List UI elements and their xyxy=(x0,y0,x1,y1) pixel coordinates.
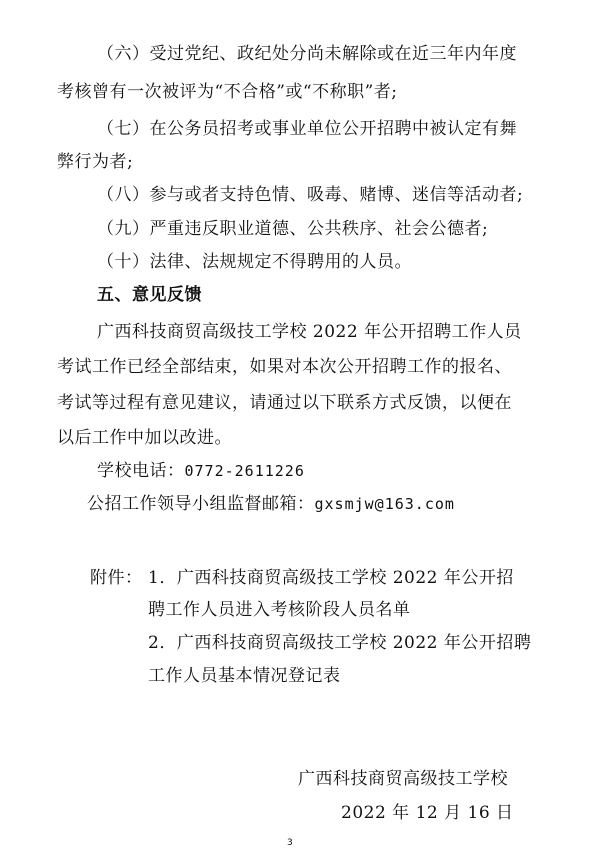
item-9: （九）严重违反职业道德、公共秩序、社会公德者; xyxy=(97,219,489,239)
attachment-2-line-2: 工作人员基本情况登记表 xyxy=(148,666,341,686)
attachment-1-line-2: 聘工作人员进入考核阶段人员名单 xyxy=(148,600,411,620)
email-line xyxy=(87,492,455,516)
attachment-1-line-1: 1．广西科技商贸高级技工学校 2022 年公开招 xyxy=(148,568,514,588)
item-8: （八）参与或者支持色情、吸毒、赌博、迷信等活动者; xyxy=(97,185,524,205)
section-body-line-3: 考试等过程有意见建议，请通过以下联系方式反馈，以便在 xyxy=(57,393,512,413)
page-number: 3 xyxy=(287,838,293,848)
phone-line xyxy=(97,459,305,483)
section-body-line-1: 广西科技商贸高级技工学校 2022 年公开招聘工作人员 xyxy=(97,322,522,342)
attachment-2-line-1: 2．广西科技商贸高级技工学校 2022 年公开招聘 xyxy=(148,633,532,653)
signature-date: 2022 年 12 月 16 日 xyxy=(341,803,514,823)
item-7-line-1: （七）在公务员招考或事业单位公开招聘中被认定有舞 xyxy=(97,119,517,139)
item-10: （十）法律、法规规定不得聘用的人员。 xyxy=(97,252,412,272)
phone-label: 学校电话： xyxy=(97,461,185,481)
item-7-line-2: 弊行为者; xyxy=(57,152,134,172)
email-value: gxsmjw@163.com xyxy=(314,495,455,513)
attachments-label: 附件： xyxy=(90,568,143,588)
item-6-line-2: 考核曾有一次被评为“不合格”或“不称职”者; xyxy=(57,82,398,102)
section-body-line-2: 考试工作已经全部结束，如果对本次公开招聘工作的报名、 xyxy=(57,357,512,377)
email-label: 公招工作领导小组监督邮箱： xyxy=(87,494,315,514)
phone-value: 0772-2611226 xyxy=(184,462,305,480)
signature-organization: 广西科技商贸高级技工学校 xyxy=(298,769,508,789)
section-body-line-4: 以后工作中加以改进。 xyxy=(57,428,232,448)
item-6-line-1: （六）受过党纪、政纪处分尚未解除或在近三年内年度 xyxy=(97,44,517,64)
section-heading: 五、意见反馈 xyxy=(97,285,202,305)
